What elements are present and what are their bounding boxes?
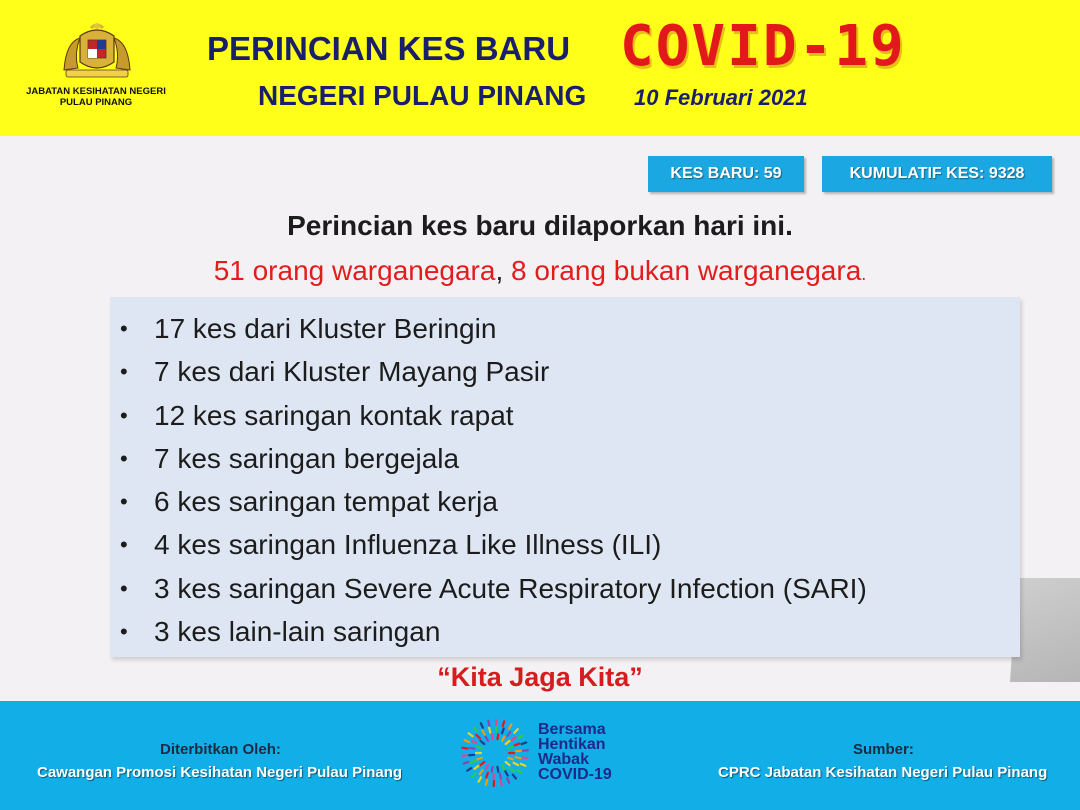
page-title: PERINCIAN KES BARU <box>207 30 571 67</box>
list-item-text: 4 kes saringan Influenza Like Illness (ILI) <box>154 529 662 561</box>
bullet-icon: • <box>120 489 128 515</box>
list-item-text: 3 kes lain-lain saringan <box>154 616 441 648</box>
details-heading: Perincian kes baru dilaporkan hari ini. <box>287 210 793 241</box>
campaign-logo-text <box>538 722 612 782</box>
publisher-name: Cawangan Promosi Kesihatan Negeri Pulau Pinang <box>37 764 403 781</box>
list-item-text: 6 kes saringan tempat kerja <box>154 486 498 518</box>
nationality-breakdown <box>0 255 1080 287</box>
list-item-text: 17 kes dari Kluster Beringin <box>154 313 497 344</box>
cumulative-cases-badge: KUMULATIF KES: 9328 <box>822 156 1052 192</box>
bullet-icon: • <box>120 575 128 601</box>
new-cases-badge: KES BARU: 59 <box>648 156 804 192</box>
bullet-icon: • <box>120 316 128 341</box>
list-item <box>120 610 1020 653</box>
bullet-icon: • <box>120 402 128 428</box>
campaign-line-3: Wabak <box>538 751 589 768</box>
bullet-icon: • <box>120 445 128 471</box>
source-label: Sumber: <box>853 741 914 758</box>
publisher-label: Diterbitkan Oleh: <box>160 741 281 758</box>
slogan: “Kita Jaga Kita” <box>437 662 643 692</box>
campaign-line-1: Bersama <box>538 721 606 738</box>
department-name <box>8 86 184 108</box>
citizens-count: 51 orang warganegara <box>213 255 496 286</box>
case-details-list <box>110 297 1020 657</box>
report-date: 10 Februari 2021 <box>634 85 808 110</box>
department-line-1: JABATAN KESIHATAN NEGERI <box>26 86 166 97</box>
covid-title: COVID-19 <box>620 14 906 79</box>
bullet-icon: • <box>120 532 128 558</box>
non-citizens-count: 8 orang bukan warganegara <box>511 255 862 286</box>
header-banner <box>0 0 1080 136</box>
list-item <box>120 307 1020 350</box>
campaign-line-4: COVID-19 <box>538 766 612 783</box>
state-title: NEGERI PULAU PINANG <box>258 80 587 111</box>
list-item <box>120 437 1020 480</box>
list-item-text: 7 kes dari Kluster Mayang Pasir <box>154 356 550 388</box>
list-item-text: 7 kes saringan bergejala <box>154 442 460 474</box>
department-line-2: PULAU PINANG <box>59 97 133 108</box>
list-item <box>120 480 1020 523</box>
list-item-text: 12 kes saringan kontak rapat <box>154 399 514 431</box>
source-name: CPRC Jabatan Kesihatan Negeri Pulau Pinang <box>718 764 1048 781</box>
nationality-end-mark: . <box>861 264 867 284</box>
list-item <box>120 567 1020 610</box>
virus-burst-icon <box>458 716 532 790</box>
nationality-separator: , <box>495 255 504 286</box>
list-item <box>120 523 1020 566</box>
bullet-icon: • <box>120 619 128 645</box>
campaign-line-2: Hentikan <box>538 736 606 753</box>
bullet-icon: • <box>120 359 128 385</box>
list-item-text: 3 kes saringan Severe Acute Respiratory Infection (SARI) <box>154 572 867 604</box>
list-item <box>120 394 1020 437</box>
malaysia-coat-of-arms-icon <box>58 22 136 82</box>
list-item <box>120 350 1020 393</box>
